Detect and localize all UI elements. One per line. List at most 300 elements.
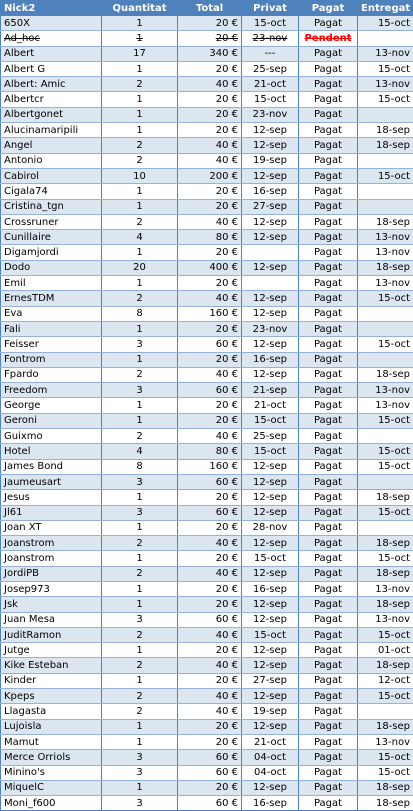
cell-total[interactable]: 20 € (178, 719, 242, 734)
cell-quantitat[interactable]: 2 (102, 214, 178, 229)
cell-pagat[interactable]: Pagat (299, 413, 358, 428)
cell-total[interactable]: 60 € (178, 474, 242, 489)
cell-total[interactable]: 40 € (178, 77, 242, 92)
cell-privat[interactable]: 23-nov (242, 321, 299, 336)
cell-pagat[interactable]: Pagat (299, 306, 358, 321)
cell-quantitat[interactable]: 3 (102, 337, 178, 352)
table-row[interactable] (1, 490, 413, 505)
cell-total[interactable]: 40 € (178, 658, 242, 673)
cell-total[interactable]: 20 € (178, 643, 242, 658)
cell-entregat[interactable]: 13-nov (358, 46, 413, 61)
cell-privat[interactable]: 12-sep (242, 612, 299, 627)
cell-nick[interactable]: Hotel (1, 444, 102, 459)
cell-entregat[interactable]: 15-oct (358, 16, 413, 31)
cell-nick[interactable]: Cristina_tgn (1, 199, 102, 214)
cell-nick[interactable]: Crossruner (1, 214, 102, 229)
cell-privat[interactable]: 16-sep (242, 184, 299, 199)
table-row[interactable] (1, 214, 413, 229)
table-row[interactable] (1, 260, 413, 275)
cell-total[interactable]: 40 € (178, 153, 242, 168)
cell-pagat[interactable]: Pagat (299, 184, 358, 199)
cell-pagat[interactable]: Pagat (299, 214, 358, 229)
cell-pagat[interactable]: Pagat (299, 61, 358, 76)
table-row[interactable] (1, 92, 413, 107)
cell-privat[interactable]: 15-oct (242, 444, 299, 459)
cell-quantitat[interactable]: 1 (102, 245, 178, 260)
cell-total[interactable]: 40 € (178, 138, 242, 153)
cell-privat[interactable]: 19-sep (242, 153, 299, 168)
cell-nick[interactable]: Joanstrom (1, 536, 102, 551)
cell-total[interactable]: 160 € (178, 459, 242, 474)
cell-quantitat[interactable]: 2 (102, 536, 178, 551)
cell-entregat[interactable]: 13-nov (358, 734, 413, 749)
cell-nick[interactable]: Cabirol (1, 168, 102, 183)
cell-privat[interactable]: 12-sep (242, 597, 299, 612)
cell-total[interactable]: 40 € (178, 689, 242, 704)
cell-pagat[interactable]: Pagat (299, 398, 358, 413)
cell-privat[interactable]: 12-sep (242, 689, 299, 704)
cell-pagat[interactable]: Pagat (299, 566, 358, 581)
cell-privat[interactable]: 12-sep (242, 138, 299, 153)
cell-entregat[interactable]: 15-oct (358, 750, 413, 765)
table-row[interactable] (1, 765, 413, 780)
cell-pagat[interactable]: Pagat (299, 230, 358, 245)
cell-nick[interactable]: Cunillaire (1, 230, 102, 245)
cell-privat[interactable]: 12-sep (242, 214, 299, 229)
cell-total[interactable]: 20 € (178, 92, 242, 107)
cell-pagat[interactable]: Pagat (299, 704, 358, 719)
cell-nick[interactable]: Geroni (1, 413, 102, 428)
cell-privat[interactable]: 15-oct (242, 627, 299, 642)
cell-entregat[interactable] (358, 321, 413, 336)
cell-entregat[interactable]: 15-oct (358, 168, 413, 183)
cell-entregat[interactable]: 15-oct (358, 459, 413, 474)
cell-total[interactable]: 60 € (178, 612, 242, 627)
table-row[interactable] (1, 627, 413, 642)
cell-privat[interactable]: 12-sep (242, 260, 299, 275)
cell-privat[interactable]: 12-sep (242, 490, 299, 505)
cell-quantitat[interactable]: 1 (102, 31, 178, 46)
cell-total[interactable]: 40 € (178, 536, 242, 551)
cell-privat[interactable]: 16-sep (242, 796, 299, 811)
cell-pagat[interactable]: Pagat (299, 536, 358, 551)
cell-quantitat[interactable]: 1 (102, 673, 178, 688)
cell-quantitat[interactable]: 2 (102, 658, 178, 673)
cell-pagat[interactable]: Pagat (299, 612, 358, 627)
table-row[interactable] (1, 505, 413, 520)
cell-pagat[interactable]: Pagat (299, 643, 358, 658)
cell-nick[interactable]: Lujoisla (1, 719, 102, 734)
cell-pagat[interactable]: Pagat (299, 658, 358, 673)
cell-nick[interactable]: Alucinamaripili (1, 123, 102, 138)
cell-nick[interactable]: Minino's (1, 765, 102, 780)
cell-quantitat[interactable]: 2 (102, 627, 178, 642)
cell-quantitat[interactable]: 1 (102, 719, 178, 734)
cell-pagat[interactable]: Pagat (299, 780, 358, 795)
cell-quantitat[interactable]: 1 (102, 551, 178, 566)
table-row[interactable] (1, 597, 413, 612)
cell-nick[interactable]: Feisser (1, 337, 102, 352)
cell-pagat[interactable]: Pagat (299, 750, 358, 765)
cell-total[interactable]: 160 € (178, 306, 242, 321)
cell-privat[interactable]: 27-sep (242, 199, 299, 214)
table-row[interactable] (1, 612, 413, 627)
cell-privat[interactable]: 23-nov (242, 31, 299, 46)
cell-total[interactable]: 340 € (178, 46, 242, 61)
table-row[interactable] (1, 581, 413, 596)
table-row[interactable] (1, 230, 413, 245)
table-row[interactable] (1, 780, 413, 795)
cell-nick[interactable]: Kinder (1, 673, 102, 688)
cell-privat[interactable]: 23-nov (242, 107, 299, 122)
header-entregat[interactable]: Entregat (358, 1, 413, 16)
cell-entregat[interactable]: 18-sep (358, 490, 413, 505)
cell-entregat[interactable]: 15-oct (358, 413, 413, 428)
cell-privat[interactable]: 28-nov (242, 520, 299, 535)
cell-nick[interactable]: Antonio (1, 153, 102, 168)
cell-privat[interactable]: 12-sep (242, 658, 299, 673)
table-row[interactable] (1, 459, 413, 474)
cell-total[interactable]: 20 € (178, 276, 242, 291)
cell-quantitat[interactable]: 17 (102, 46, 178, 61)
cell-entregat[interactable] (358, 520, 413, 535)
table-row[interactable] (1, 61, 413, 76)
cell-pagat[interactable]: Pagat (299, 107, 358, 122)
cell-pagat[interactable]: Pagat (299, 138, 358, 153)
cell-quantitat[interactable]: 1 (102, 199, 178, 214)
cell-privat[interactable]: 12-sep (242, 168, 299, 183)
cell-pagat[interactable]: Pagat (299, 291, 358, 306)
cell-nick[interactable]: Digamjordi (1, 245, 102, 260)
cell-privat[interactable]: 15-oct (242, 413, 299, 428)
cell-privat[interactable]: 21-sep (242, 383, 299, 398)
cell-privat[interactable]: 12-sep (242, 291, 299, 306)
table-row[interactable] (1, 184, 413, 199)
table-row[interactable] (1, 46, 413, 61)
cell-entregat[interactable]: 18-sep (358, 719, 413, 734)
cell-entregat[interactable]: 13-nov (358, 612, 413, 627)
cell-pagat[interactable]: Pagat (299, 352, 358, 367)
cell-privat[interactable]: 12-sep (242, 306, 299, 321)
cell-total[interactable]: 40 € (178, 566, 242, 581)
cell-entregat[interactable]: 18-sep (358, 260, 413, 275)
header-nick[interactable]: Nick2 (1, 1, 102, 16)
cell-total[interactable]: 60 € (178, 765, 242, 780)
cell-total[interactable]: 40 € (178, 367, 242, 382)
cell-pagat[interactable]: Pagat (299, 734, 358, 749)
cell-total[interactable]: 40 € (178, 704, 242, 719)
cell-total[interactable]: 20 € (178, 673, 242, 688)
cell-total[interactable]: 20 € (178, 780, 242, 795)
cell-privat[interactable]: 12-sep (242, 474, 299, 489)
cell-entregat[interactable] (358, 474, 413, 489)
cell-entregat[interactable]: 13-nov (358, 245, 413, 260)
table-row[interactable] (1, 107, 413, 122)
cell-quantitat[interactable]: 1 (102, 321, 178, 336)
cell-nick[interactable]: Albert (1, 46, 102, 61)
cell-quantitat[interactable]: 1 (102, 16, 178, 31)
cell-entregat[interactable]: 18-sep (358, 796, 413, 811)
cell-total[interactable]: 80 € (178, 230, 242, 245)
cell-pagat[interactable]: Pagat (299, 321, 358, 336)
cell-quantitat[interactable]: 1 (102, 107, 178, 122)
cell-nick[interactable]: Kike Esteban (1, 658, 102, 673)
cell-total[interactable]: 20 € (178, 352, 242, 367)
cell-quantitat[interactable]: 1 (102, 184, 178, 199)
cell-privat[interactable]: 15-oct (242, 92, 299, 107)
cell-quantitat[interactable]: 3 (102, 612, 178, 627)
cell-pagat[interactable]: Pagat (299, 597, 358, 612)
cell-privat[interactable]: 12-sep (242, 230, 299, 245)
cell-entregat[interactable]: 13-nov (358, 230, 413, 245)
table-row[interactable] (1, 367, 413, 382)
cell-pagat[interactable]: Pagat (299, 429, 358, 444)
cell-pagat[interactable]: Pagat (299, 581, 358, 596)
cell-privat[interactable]: 25-sep (242, 61, 299, 76)
cell-total[interactable]: 40 € (178, 429, 242, 444)
table-row[interactable] (1, 444, 413, 459)
cell-nick[interactable]: George (1, 398, 102, 413)
cell-total[interactable]: 20 € (178, 16, 242, 31)
cell-nick[interactable]: Cigala74 (1, 184, 102, 199)
cell-total[interactable]: 40 € (178, 214, 242, 229)
cell-privat[interactable] (242, 276, 299, 291)
cell-entregat[interactable]: 18-sep (358, 367, 413, 382)
cell-quantitat[interactable]: 1 (102, 352, 178, 367)
cell-privat[interactable]: 12-sep (242, 719, 299, 734)
cell-pagat[interactable]: Pagat (299, 444, 358, 459)
cell-pagat[interactable]: Pagat (299, 765, 358, 780)
cell-pagat[interactable]: Pagat (299, 689, 358, 704)
cell-entregat[interactable] (358, 107, 413, 122)
cell-total[interactable]: 20 € (178, 413, 242, 428)
cell-total[interactable]: 60 € (178, 337, 242, 352)
cell-total[interactable]: 20 € (178, 520, 242, 535)
cell-total[interactable]: 40 € (178, 291, 242, 306)
cell-entregat[interactable]: 15-oct (358, 765, 413, 780)
cell-total[interactable]: 20 € (178, 184, 242, 199)
cell-total[interactable]: 80 € (178, 444, 242, 459)
cell-privat[interactable]: 12-sep (242, 123, 299, 138)
cell-pagat[interactable]: Pagat (299, 276, 358, 291)
cell-entregat[interactable]: 13-nov (358, 383, 413, 398)
table-row[interactable] (1, 643, 413, 658)
table-row[interactable] (1, 291, 413, 306)
table-row[interactable] (1, 796, 413, 811)
cell-pagat[interactable]: Pagat (299, 383, 358, 398)
cell-entregat[interactable]: 13-nov (358, 276, 413, 291)
cell-nick[interactable]: Albertcr (1, 92, 102, 107)
cell-quantitat[interactable]: 3 (102, 474, 178, 489)
cell-nick[interactable]: Jl61 (1, 505, 102, 520)
cell-total[interactable]: 20 € (178, 398, 242, 413)
cell-entregat[interactable]: 15-oct (358, 505, 413, 520)
cell-entregat[interactable]: 15-oct (358, 627, 413, 642)
cell-pagat[interactable]: Pagat (299, 123, 358, 138)
cell-privat[interactable]: 21-oct (242, 734, 299, 749)
cell-total[interactable]: 20 € (178, 597, 242, 612)
table-row[interactable] (1, 566, 413, 581)
cell-nick[interactable]: Merce Orriols (1, 750, 102, 765)
cell-pagat[interactable]: Pagat (299, 337, 358, 352)
table-row[interactable] (1, 31, 413, 46)
cell-quantitat[interactable]: 10 (102, 168, 178, 183)
cell-nick[interactable]: JuditRamon (1, 627, 102, 642)
cell-pagat[interactable]: Pagat (299, 796, 358, 811)
cell-nick[interactable]: Albert: Amic (1, 77, 102, 92)
cell-quantitat[interactable]: 2 (102, 566, 178, 581)
cell-quantitat[interactable]: 2 (102, 367, 178, 382)
table-row[interactable] (1, 138, 413, 153)
cell-quantitat[interactable]: 1 (102, 398, 178, 413)
cell-quantitat[interactable]: 8 (102, 306, 178, 321)
cell-privat[interactable]: 04-oct (242, 765, 299, 780)
cell-quantitat[interactable]: 2 (102, 77, 178, 92)
cell-privat[interactable]: 12-sep (242, 643, 299, 658)
cell-total[interactable]: 20 € (178, 31, 242, 46)
cell-total[interactable]: 60 € (178, 796, 242, 811)
header-total[interactable]: Total (178, 1, 242, 16)
cell-quantitat[interactable]: 1 (102, 490, 178, 505)
cell-privat[interactable]: 25-sep (242, 429, 299, 444)
cell-quantitat[interactable]: 2 (102, 291, 178, 306)
cell-entregat[interactable]: 18-sep (358, 658, 413, 673)
cell-pagat[interactable]: Pagat (299, 77, 358, 92)
cell-pagat[interactable]: Pagat (299, 245, 358, 260)
table-row[interactable] (1, 704, 413, 719)
cell-privat[interactable]: 21-oct (242, 398, 299, 413)
header-pagat[interactable]: Pagat (299, 1, 358, 16)
cell-nick[interactable]: Jaumeusart (1, 474, 102, 489)
table-row[interactable] (1, 398, 413, 413)
cell-privat[interactable]: 12-sep (242, 337, 299, 352)
table-row[interactable] (1, 474, 413, 489)
cell-nick[interactable]: Emil (1, 276, 102, 291)
cell-nick[interactable]: Kpeps (1, 689, 102, 704)
cell-total[interactable]: 20 € (178, 734, 242, 749)
cell-pagat[interactable]: Pagat (299, 673, 358, 688)
cell-nick[interactable]: Fontrom (1, 352, 102, 367)
cell-entregat[interactable]: 15-oct (358, 291, 413, 306)
cell-privat[interactable]: 16-sep (242, 581, 299, 596)
cell-nick[interactable]: Albertgonet (1, 107, 102, 122)
cell-quantitat[interactable]: 8 (102, 459, 178, 474)
cell-entregat[interactable]: 18-sep (358, 597, 413, 612)
cell-privat[interactable]: 12-sep (242, 566, 299, 581)
cell-quantitat[interactable]: 3 (102, 750, 178, 765)
cell-entregat[interactable]: 15-oct (358, 444, 413, 459)
cell-quantitat[interactable]: 1 (102, 413, 178, 428)
cell-nick[interactable]: Fali (1, 321, 102, 336)
cell-nick[interactable]: Fpardo (1, 367, 102, 382)
cell-nick[interactable]: Dodo (1, 260, 102, 275)
cell-privat[interactable]: 16-sep (242, 352, 299, 367)
cell-entregat[interactable] (358, 153, 413, 168)
cell-nick[interactable]: Joan XT (1, 520, 102, 535)
cell-nick[interactable]: ErnesTDM (1, 291, 102, 306)
cell-pagat[interactable]: Pagat (299, 260, 358, 275)
cell-quantitat[interactable]: 2 (102, 704, 178, 719)
cell-nick[interactable]: Jesus (1, 490, 102, 505)
table-row[interactable] (1, 734, 413, 749)
cell-nick[interactable]: Albert G (1, 61, 102, 76)
cell-total[interactable]: 400 € (178, 260, 242, 275)
table-row[interactable] (1, 276, 413, 291)
cell-entregat[interactable] (358, 704, 413, 719)
cell-pagat[interactable]: Pagat (299, 719, 358, 734)
cell-entregat[interactable]: 15-oct (358, 61, 413, 76)
table-row[interactable] (1, 383, 413, 398)
cell-nick[interactable]: Angel (1, 138, 102, 153)
cell-nick[interactable]: Josep973 (1, 581, 102, 596)
cell-entregat[interactable] (358, 306, 413, 321)
cell-pagat[interactable]: Pendent (299, 31, 358, 46)
cell-total[interactable]: 40 € (178, 627, 242, 642)
cell-entregat[interactable]: 13-nov (358, 398, 413, 413)
cell-nick[interactable]: Jsk (1, 597, 102, 612)
cell-quantitat[interactable]: 20 (102, 260, 178, 275)
table-row[interactable] (1, 199, 413, 214)
cell-nick[interactable]: Juan Mesa (1, 612, 102, 627)
table-row[interactable] (1, 153, 413, 168)
cell-privat[interactable]: 19-sep (242, 704, 299, 719)
cell-total[interactable]: 20 € (178, 321, 242, 336)
cell-quantitat[interactable]: 2 (102, 153, 178, 168)
table-row[interactable] (1, 245, 413, 260)
header-privat[interactable]: Privat (242, 1, 299, 16)
cell-quantitat[interactable]: 1 (102, 581, 178, 596)
table-row[interactable] (1, 352, 413, 367)
cell-quantitat[interactable]: 3 (102, 383, 178, 398)
cell-quantitat[interactable]: 4 (102, 230, 178, 245)
cell-entregat[interactable]: 15-oct (358, 551, 413, 566)
cell-nick[interactable]: Llagasta (1, 704, 102, 719)
table-row[interactable] (1, 337, 413, 352)
cell-privat[interactable] (242, 245, 299, 260)
table-row[interactable] (1, 16, 413, 31)
cell-quantitat[interactable]: 2 (102, 429, 178, 444)
table-row[interactable] (1, 429, 413, 444)
cell-pagat[interactable]: Pagat (299, 474, 358, 489)
table-row[interactable] (1, 321, 413, 336)
cell-nick[interactable]: JordiPB (1, 566, 102, 581)
cell-privat[interactable]: 12-sep (242, 536, 299, 551)
table-row[interactable] (1, 750, 413, 765)
table-row[interactable] (1, 536, 413, 551)
cell-entregat[interactable]: 15-oct (358, 689, 413, 704)
cell-entregat[interactable]: 18-sep (358, 214, 413, 229)
table-row[interactable] (1, 551, 413, 566)
cell-entregat[interactable]: 15-oct (358, 92, 413, 107)
cell-nick[interactable]: Guixmo (1, 429, 102, 444)
cell-nick[interactable]: Eva (1, 306, 102, 321)
cell-pagat[interactable]: Pagat (299, 505, 358, 520)
table-row[interactable] (1, 520, 413, 535)
cell-pagat[interactable]: Pagat (299, 367, 358, 382)
cell-total[interactable]: 20 € (178, 61, 242, 76)
cell-pagat[interactable]: Pagat (299, 459, 358, 474)
cell-total[interactable]: 60 € (178, 750, 242, 765)
cell-total[interactable]: 200 € (178, 168, 242, 183)
cell-nick[interactable]: 650X (1, 16, 102, 31)
cell-total[interactable]: 20 € (178, 107, 242, 122)
cell-entregat[interactable] (358, 429, 413, 444)
cell-nick[interactable]: Joanstrom (1, 551, 102, 566)
cell-total[interactable]: 60 € (178, 505, 242, 520)
table-row[interactable] (1, 413, 413, 428)
cell-quantitat[interactable]: 3 (102, 796, 178, 811)
cell-privat[interactable]: 15-oct (242, 16, 299, 31)
